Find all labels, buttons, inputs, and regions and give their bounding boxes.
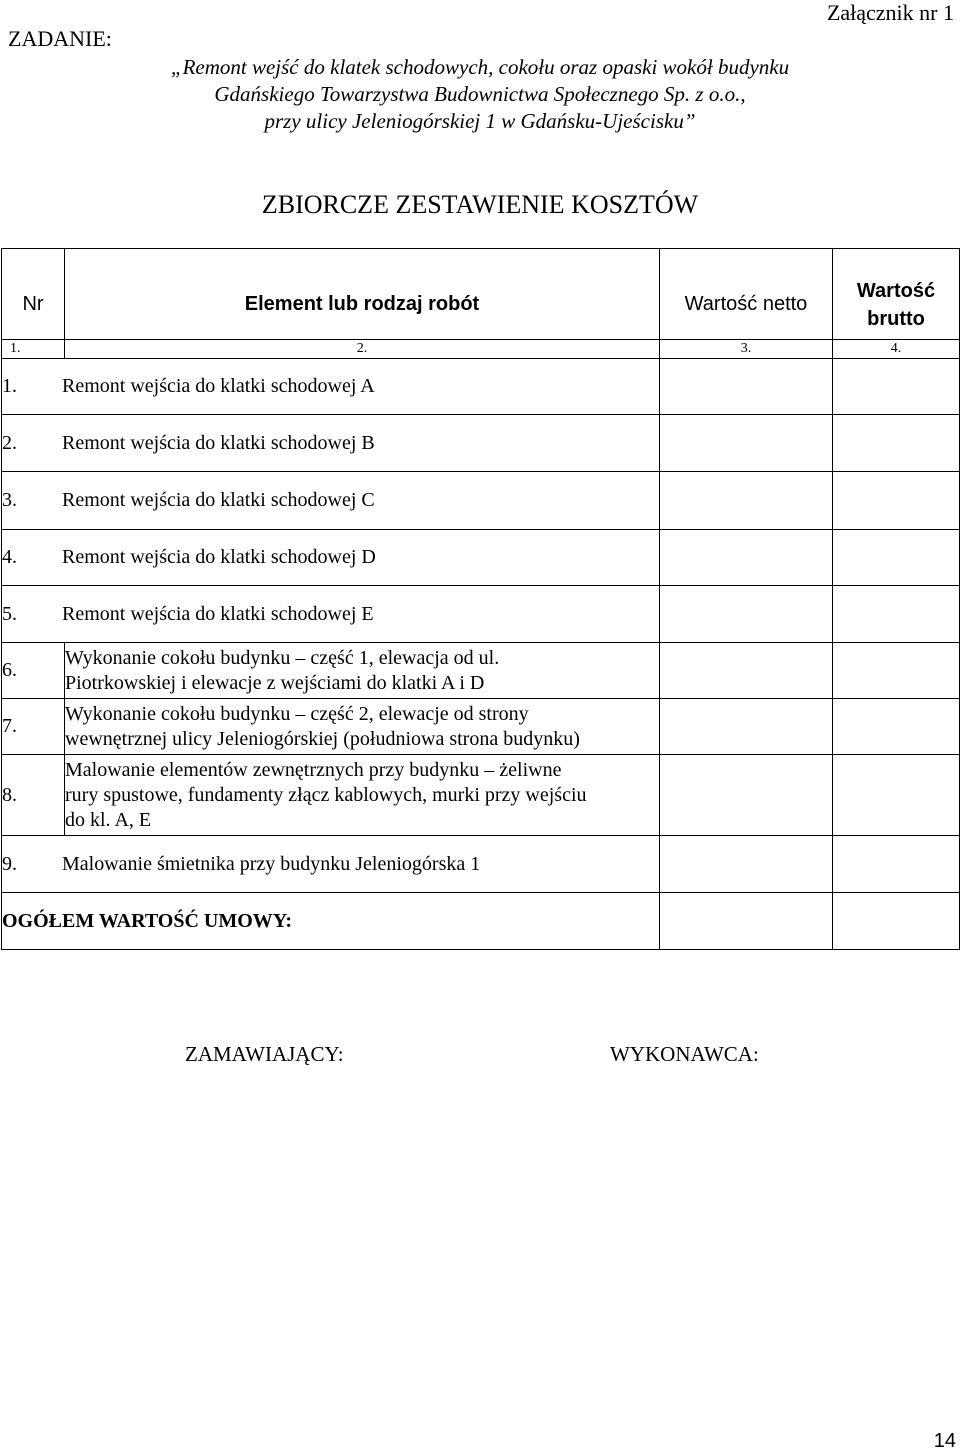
row-4-brutto <box>833 530 960 586</box>
table-row <box>2 643 960 699</box>
row-9-nr: 9. <box>2 852 17 875</box>
row-9-brutto <box>833 836 960 893</box>
document-title: ZBIORCZE ZESTAWIENIE KOSZTÓW <box>261 190 699 219</box>
row-7-element-line1: Wykonanie cokołu budynku – część 2, elewacje od strony <box>65 702 529 725</box>
column-number-1: 1. <box>2 340 65 359</box>
row-5-brutto <box>833 586 960 643</box>
row-6-netto <box>660 643 833 699</box>
row-5-content <box>2 586 660 643</box>
row-8-nr: 8. <box>2 755 65 836</box>
table-header-row <box>2 249 960 340</box>
row-6-element-line2: Piotrkowskiej i elewacje z wejściami do klatki A i D <box>65 671 485 694</box>
row-7-element-line2: wewnętrznej ulicy Jeleniogórskiej (południowa strona budynku) <box>65 727 580 750</box>
page-number: 14 <box>933 1430 956 1452</box>
total-row <box>2 893 960 950</box>
row-9-element: Malowanie śmietnika przy budynku Jeleniogórska 1 <box>62 852 481 875</box>
subject-line-3: przy ulicy Jeleniogórskiej 1 w Gdańsku-Ujeścisku” <box>264 109 696 133</box>
row-4-netto <box>660 530 833 586</box>
contractor-signature-label: WYKONAWCA: <box>610 1042 759 1066</box>
row-3-netto <box>660 472 833 530</box>
attachment-label: Załącznik nr 1 <box>826 0 954 25</box>
header-brutto <box>833 249 960 340</box>
client-signature-label: ZAMAWIAJĄCY: <box>185 1042 344 1066</box>
row-1-element: Remont wejścia do klatki schodowej A <box>62 375 375 397</box>
table-row <box>2 530 960 586</box>
column-number-2: 2. <box>65 340 660 359</box>
header-nr: Nr <box>2 249 65 340</box>
column-number-4: 4. <box>833 340 960 359</box>
total-label: OGÓŁEM WARTOŚĆ UMOWY: <box>2 893 660 950</box>
row-3-content <box>2 472 660 530</box>
row-6-nr: 6. <box>2 643 65 699</box>
row-8-element-line1: Malowanie elementów zewnętrznych przy budynku – żeliwne <box>65 758 562 781</box>
row-7-element <box>65 699 660 755</box>
row-2-element: Remont wejścia do klatki schodowej B <box>62 431 375 454</box>
row-2-netto <box>660 415 833 472</box>
row-7-netto <box>660 699 833 755</box>
column-numbers-row <box>2 340 960 359</box>
row-2-nr: 2. <box>2 431 17 454</box>
header-brutto-line1: Wartość <box>856 280 936 302</box>
table-row <box>2 415 960 472</box>
task-label: ZADANIE: <box>8 26 112 51</box>
row-7-brutto <box>833 699 960 755</box>
row-6-element <box>65 643 660 699</box>
total-brutto <box>833 893 960 950</box>
row-8-netto <box>660 755 833 836</box>
row-2-brutto <box>833 415 960 472</box>
cost-table <box>1 248 960 950</box>
row-4-content <box>2 530 660 586</box>
row-8-brutto <box>833 755 960 836</box>
table-row <box>2 699 960 755</box>
row-6-brutto <box>833 643 960 699</box>
row-1-content <box>2 359 660 415</box>
table-row <box>2 586 960 643</box>
subject-line-2: Gdańskiego Towarzystwa Budownictwa Społecznego Sp. z o.o., <box>214 82 746 106</box>
row-1-brutto <box>833 359 960 415</box>
row-5-nr: 5. <box>2 602 17 625</box>
row-5-netto <box>660 586 833 643</box>
subject-line-1: „Remont wejść do klatek schodowych, cokołu oraz opaski wokół budynku <box>170 55 790 79</box>
table-row <box>2 836 960 893</box>
row-7-nr: 7. <box>2 699 65 755</box>
row-9-content <box>2 836 660 893</box>
row-2-content <box>2 415 660 472</box>
header-netto: Wartość netto <box>660 249 833 340</box>
header-brutto-line2: brutto <box>867 308 925 330</box>
row-8-element-line2: rury spustowe, fundamenty złącz kablowych, murki przy wejściu <box>65 783 587 806</box>
row-5-element: Remont wejścia do klatki schodowej E <box>62 602 374 625</box>
row-8-element-line3: do kl. A, E <box>65 808 152 831</box>
column-number-3: 3. <box>660 340 833 359</box>
table-row <box>2 359 960 415</box>
row-1-nr: 1. <box>2 375 17 397</box>
row-4-element: Remont wejścia do klatki schodowej D <box>62 546 376 568</box>
header-element: Element lub rodzaj robót <box>65 249 660 340</box>
row-4-nr: 4. <box>2 546 17 568</box>
row-1-netto <box>660 359 833 415</box>
row-3-brutto <box>833 472 960 530</box>
row-8-element <box>65 755 660 836</box>
row-3-element: Remont wejścia do klatki schodowej C <box>62 489 375 511</box>
row-9-netto <box>660 836 833 893</box>
subject-block <box>0 54 960 135</box>
total-netto <box>660 893 833 950</box>
table-row <box>2 472 960 530</box>
table-row <box>2 755 960 836</box>
row-3-nr: 3. <box>2 489 17 511</box>
row-6-element-line1: Wykonanie cokołu budynku – część 1, elewacja od ul. <box>65 646 500 669</box>
